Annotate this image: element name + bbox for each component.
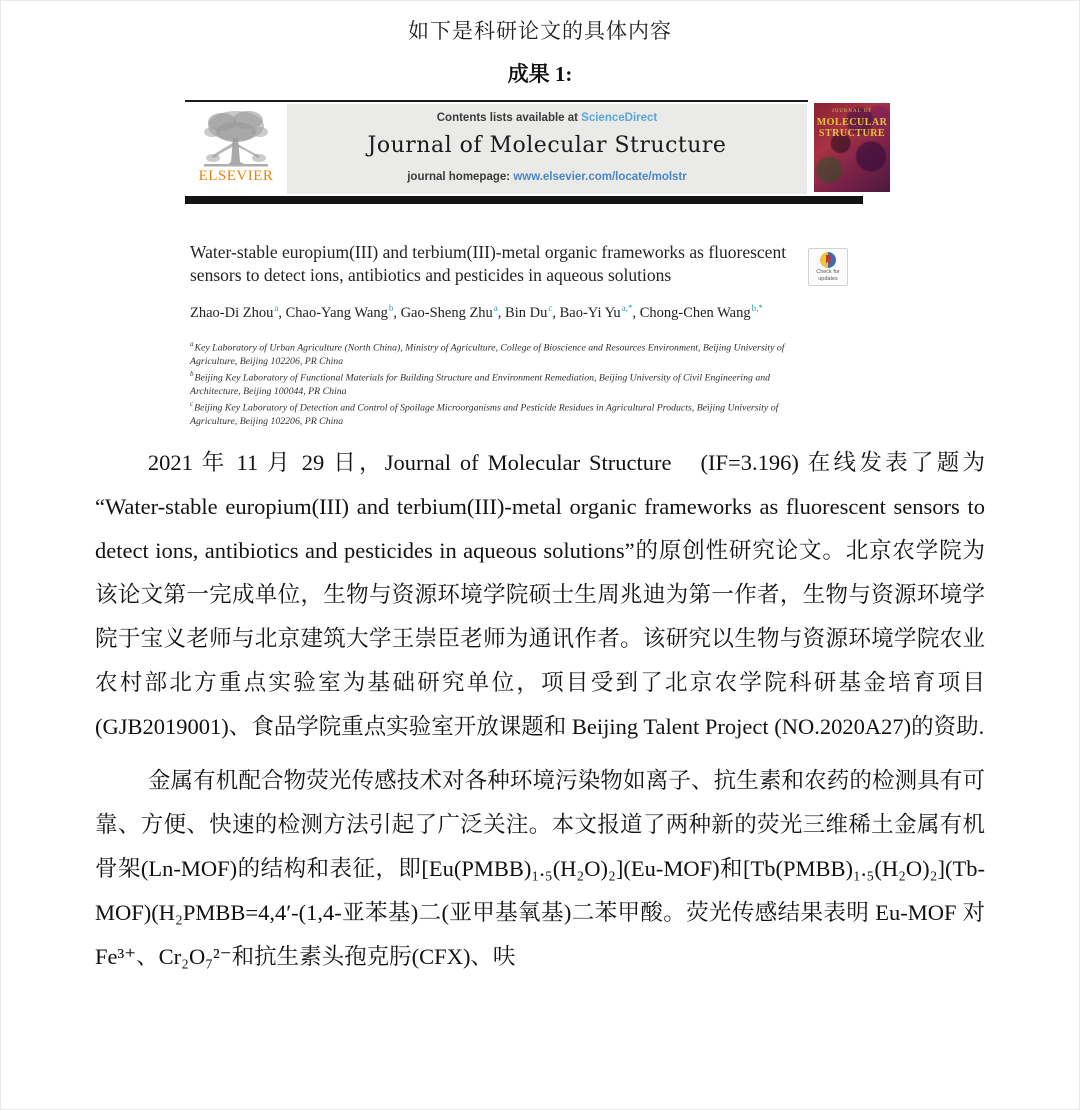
cover-title-line2: STRUCTURE <box>818 128 886 139</box>
paper-header-block <box>190 241 860 429</box>
crossmark-icon <box>820 252 836 268</box>
author: Chong-Chen Wang$^{b,*}$ <box>639 303 763 321</box>
cover-journal-of-label: JOURNAL OF <box>831 109 873 114</box>
contents-prefix: Contents lists available at <box>436 112 582 124</box>
author-affil-sup: b,* <box>751 303 763 313</box>
article-body <box>95 441 985 979</box>
affiliation-list <box>190 338 818 429</box>
author: Bao-Yi $Yu^{a,*}$, <box>559 303 640 321</box>
author-list <box>190 298 810 324</box>
sciencedirect-link[interactable]: ScienceDirect <box>581 112 658 124</box>
paper-title: Water-stable europium(III) and terbium(III)-metal organic frameworks as fluorescent sensors to detect ions, antibiotics and pesticides in aqueous solutions <box>190 242 787 285</box>
elsevier-logo <box>185 104 287 194</box>
affiliation: $^b$Beijing Key Laboratory of Functional Materials for Building Structure and Environment Remediation, Beijing University of Civil Engineering and Architecture, Beijing 100044, PR China <box>190 370 771 397</box>
affiliation: $^c$Beijing Key Laboratory of Detection and Control of Spoilage Microorganisms and Pesticide Residues in Agricultural Products, Beijing University of Agriculture, Beijing 102206, PR China <box>190 400 779 428</box>
contents-line <box>287 112 807 124</box>
author: Gao-Sheng Zhu$^a$, <box>400 303 506 321</box>
author: Bin Du$^c$, <box>505 303 560 321</box>
homepage-link[interactable]: www.elsevier.com/locate/molstr <box>513 171 687 183</box>
journal-header <box>185 100 895 204</box>
author-affil-sup: a <box>274 303 279 313</box>
elsevier-wordmark: ELSEVIER <box>198 168 274 184</box>
homepage-prefix: journal homepage: <box>407 171 514 183</box>
header-top-rule <box>185 100 808 102</box>
page-title: 如下是科研论文的具体内容 <box>408 19 672 43</box>
author: Zhao-Di Zhou$^a$, <box>190 303 286 321</box>
body-paragraph-2: 金属有机配合物荧光传感技术对各种环境污染物如离子、抗生素和农药的检测具有可靠、方便、快速的检测方法引起了广泛关注。本文报道了两种新的荧光三维稀土金属有机骨架(Ln-MOF)的结构和表征，即[Eu(PMBB)₁.₅(H₂O)₂](Eu-MOF)和[Tb(PMBB)₁.₅(H₂O)₂](Tb-MOF)(H₂PMBB=4,4′-(1,4-亚苯基)二(亚甲基氧基)二苯甲酸。荧光传感结果表明 Eu-MOF 对 Fe³⁺、Cr₂O₇²⁻和抗生素头孢克肟(CFX)、呋 <box>95 768 985 969</box>
journal-masthead <box>287 104 807 194</box>
author-affil-sup: c <box>548 303 553 313</box>
elsevier-tree-icon <box>198 106 274 170</box>
badge-text-line1: Check for <box>816 269 840 275</box>
author-affil-sup: a,* <box>621 303 633 313</box>
result-label: 成果 1: <box>507 62 573 86</box>
author-affil-sup: a <box>493 303 498 313</box>
journal-cover-thumbnail <box>814 103 890 192</box>
journal-name: Journal of Molecular Structure <box>367 133 727 158</box>
homepage-line <box>287 171 807 183</box>
badge-text-line2: updates <box>818 275 838 282</box>
body-paragraph-1: 2021 年 11 月 29 日，Journal of Molecular Structure (IF=3.196) 在线发表了题为 “Water-stable europium(III) and terbium(III)-metal organic frameworks as fluorescent sensors to detect ions, antibiotics and pesticides in aqueous solutions”的原创性研究论文。北京农学院为该论文第一完成单位，生物与资源环境学院硕士生周兆迪为第一作者，生物与资源环境学院于宝义老师与北京建筑大学王崇臣老师为通讯作者。该研究以生物与资源环境学院农业农村部北方重点实验室为基础研究单位，项目受到了北京农学院科研基金培育项目(GJB2019001)、食品学院重点实验室开放课题和 Beijing Talent Project (NO.2020A27)的资助. <box>95 450 985 739</box>
affiliation: $^a$Key Laboratory of Urban Agriculture (North China), Ministry of Agriculture, College of Bioscience and Resources Environment, Beijing University of Agriculture, Beijing 102206, PR China <box>190 339 785 367</box>
author: Chao-Yang Wang$^b$, <box>285 303 401 321</box>
check-updates-badge[interactable] <box>808 248 848 286</box>
header-bottom-rule <box>185 196 863 204</box>
cover-title-line1: MOLECULAR <box>816 117 888 128</box>
author-affil-sup: b <box>388 303 394 313</box>
